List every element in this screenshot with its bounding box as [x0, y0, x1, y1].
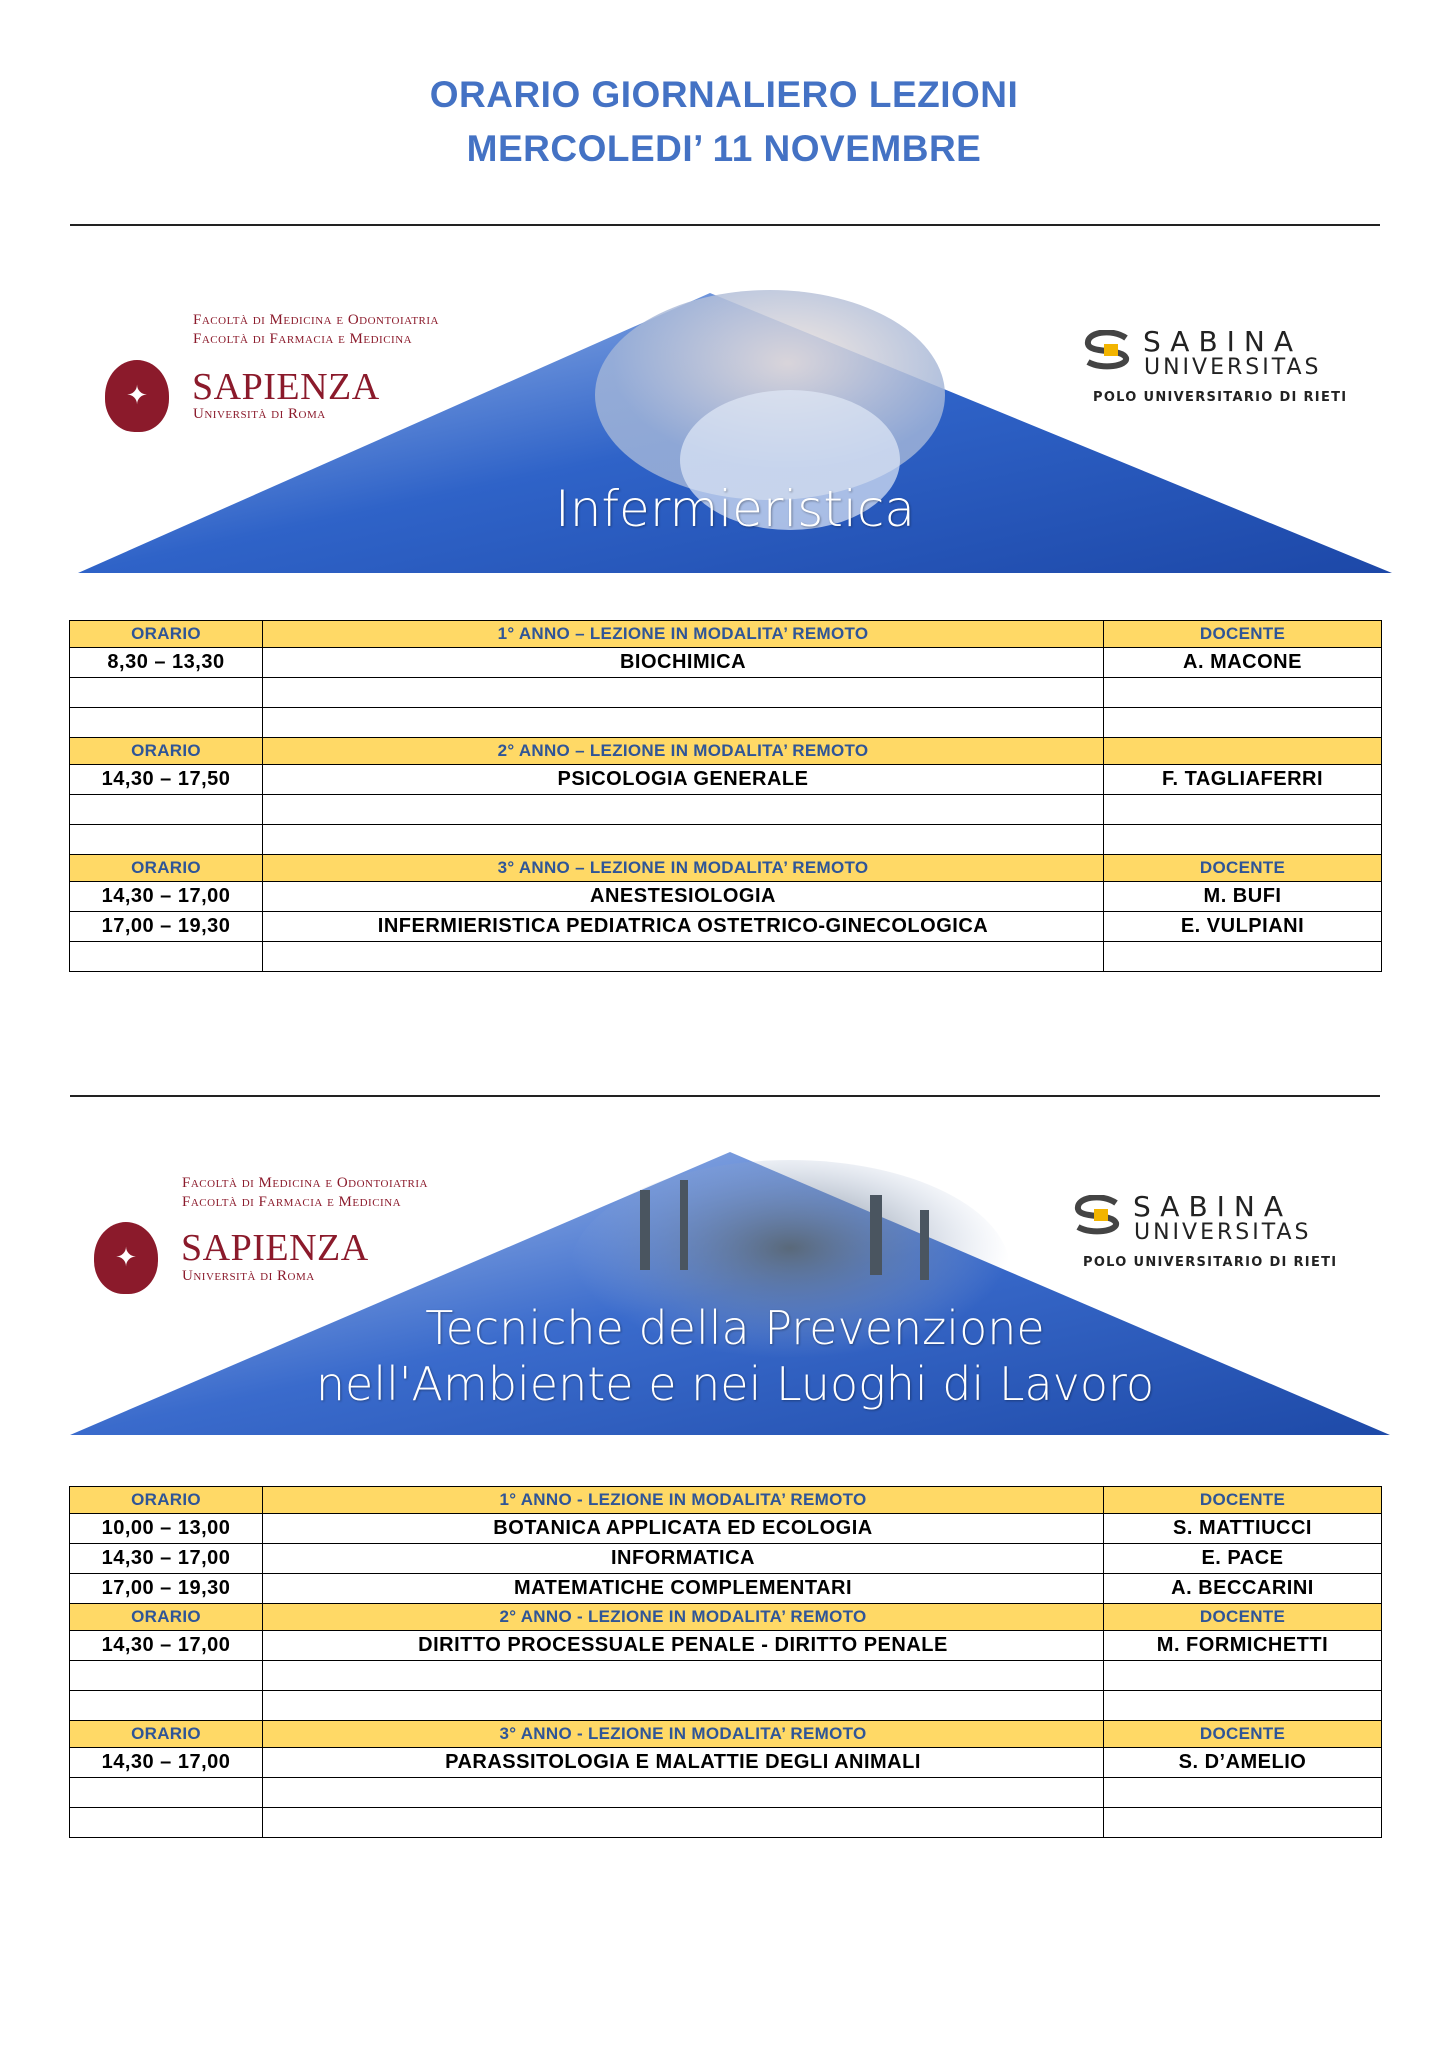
cell-lezione: [263, 678, 1104, 708]
cell-lezione: BOTANICA APPLICATA ED ECOLOGIA: [263, 1514, 1104, 1544]
cell-orario: 14,30 – 17,00: [70, 1544, 263, 1574]
cell-docente: [1104, 942, 1382, 972]
divider-top: [70, 224, 1380, 226]
cell-orario: [70, 1808, 263, 1838]
cell-lezione: [263, 942, 1104, 972]
table-row: [70, 1574, 1382, 1604]
header-cell-orario: ORARIO: [70, 1721, 263, 1748]
cell-orario: 14,30 – 17,00: [70, 1631, 263, 1661]
cell-docente: A. MACONE: [1104, 648, 1382, 678]
cell-lezione: [263, 825, 1104, 855]
header-cell-docente: DOCENTE: [1104, 621, 1382, 648]
cell-docente: E. PACE: [1104, 1544, 1382, 1574]
header-cell-orario: ORARIO: [70, 1487, 263, 1514]
cell-lezione: [263, 1691, 1104, 1721]
cell-lezione: [263, 1778, 1104, 1808]
divider-middle: [70, 1095, 1380, 1097]
cell-docente: A. BECCARINI: [1104, 1574, 1382, 1604]
faculty-line2: Facoltà di Farmacia e Medicina: [193, 331, 413, 347]
cell-orario: 8,30 – 13,30: [70, 648, 263, 678]
cell-orario: [70, 1778, 263, 1808]
cell-lezione: BIOCHIMICA: [263, 648, 1104, 678]
cell-docente: [1104, 795, 1382, 825]
schedule-table-infermieristica: [69, 620, 1382, 972]
faculty-line1: Facoltà di Medicina e Odontoiatria: [193, 312, 439, 328]
course-title-1: [70, 480, 1400, 538]
table-header-row: [70, 1604, 1382, 1631]
cell-docente: [1104, 708, 1382, 738]
banner-infermieristica: [70, 285, 1400, 575]
cell-docente: F. TAGLIAFERRI: [1104, 765, 1382, 795]
table-row: [70, 1661, 1382, 1691]
cell-orario: 14,30 – 17,50: [70, 765, 263, 795]
schedule-table-tecniche-prevenzione: [69, 1486, 1382, 1838]
table-row: [70, 1544, 1382, 1574]
cell-lezione: DIRITTO PROCESSUALE PENALE - DIRITTO PENALE: [263, 1631, 1104, 1661]
sapienza-logo-sub: Università di Roma: [193, 406, 326, 422]
cell-docente: [1104, 1691, 1382, 1721]
cell-docente: E. VULPIANI: [1104, 912, 1382, 942]
sabina-logo-name: SABINA: [1133, 1190, 1293, 1223]
table-header-row: [70, 1721, 1382, 1748]
sabina-logo-universitas: UNIVERSITAS: [1144, 355, 1322, 380]
table-row: [70, 1631, 1382, 1661]
table-header-row: [70, 855, 1382, 882]
table-row: [70, 1778, 1382, 1808]
cell-lezione: ANESTESIOLOGIA: [263, 882, 1104, 912]
sapienza-logo-name: SAPIENZA: [181, 1227, 369, 1269]
header-cell-docente: DOCENTE: [1104, 1487, 1382, 1514]
cell-docente: [1104, 1661, 1382, 1691]
cell-docente: S. D’AMELIO: [1104, 1748, 1382, 1778]
cell-lezione: [263, 708, 1104, 738]
table-row: [70, 678, 1382, 708]
sapienza-logo-name: SAPIENZA: [192, 366, 380, 408]
faculty-line1: Facoltà di Medicina e Odontoiatria: [182, 1175, 428, 1191]
sabina-logo-polo: POLO UNIVERSITARIO DI RIETI: [1093, 390, 1348, 405]
table-header-row: [70, 738, 1382, 765]
sabina-logo-icon: [1082, 330, 1134, 370]
page-title-line2: MERCOLEDI’ 11 NOVEMBRE: [466, 128, 982, 169]
cell-lezione: PSICOLOGIA GENERALE: [263, 765, 1104, 795]
table-row: [70, 765, 1382, 795]
header-cell-orario: ORARIO: [70, 1604, 263, 1631]
cell-docente: M. FORMICHETTI: [1104, 1631, 1382, 1661]
cell-orario: 17,00 – 19,30: [70, 912, 263, 942]
table-row: [70, 882, 1382, 912]
header-cell-anno: 3° ANNO – LEZIONE IN MODALITA’ REMOTO: [263, 855, 1104, 882]
table-row: [70, 795, 1382, 825]
cell-lezione: PARASSITOLOGIA E MALATTIE DEGLI ANIMALI: [263, 1748, 1104, 1778]
header-cell-anno: 2° ANNO - LEZIONE IN MODALITA’ REMOTO: [263, 1604, 1104, 1631]
cell-orario: 14,30 – 17,00: [70, 1748, 263, 1778]
cell-orario: 14,30 – 17,00: [70, 882, 263, 912]
cell-docente: [1104, 678, 1382, 708]
cell-lezione: MATEMATICHE COMPLEMENTARI: [263, 1574, 1104, 1604]
faculty-text: [182, 1174, 428, 1212]
page-title-line1: ORARIO GIORNALIERO LEZIONI: [429, 74, 1019, 115]
cell-lezione: [263, 1661, 1104, 1691]
table-row: [70, 1691, 1382, 1721]
sapienza-logo-sub: Università di Roma: [182, 1268, 315, 1284]
table-row: [70, 708, 1382, 738]
cell-orario: [70, 795, 263, 825]
header-cell-orario: ORARIO: [70, 621, 263, 648]
sabina-logo-polo: POLO UNIVERSITARIO DI RIETI: [1083, 1255, 1338, 1270]
table-header-row: [70, 621, 1382, 648]
cell-lezione: [263, 1808, 1104, 1838]
table-row: [70, 912, 1382, 942]
table-header-row: [70, 1487, 1382, 1514]
course-title-line: nell'Ambiente e nei Luoghi di Lavoro: [315, 1357, 1155, 1411]
header-cell-orario: ORARIO: [70, 855, 263, 882]
course-title-line: Tecniche della Prevenzione: [425, 1301, 1045, 1355]
cell-docente: [1104, 1808, 1382, 1838]
header-cell-anno: 3° ANNO - LEZIONE IN MODALITA’ REMOTO: [263, 1721, 1104, 1748]
header-cell-docente: DOCENTE: [1104, 1604, 1382, 1631]
cell-lezione: [263, 795, 1104, 825]
header-cell-anno: 2° ANNO – LEZIONE IN MODALITA’ REMOTO: [263, 738, 1104, 765]
header-cell-docente: DOCENTE: [1104, 1721, 1382, 1748]
course-title-2: [70, 1300, 1400, 1412]
table-row: [70, 1808, 1382, 1838]
table-row: [70, 942, 1382, 972]
course-title-line: Infermieristica: [555, 480, 915, 538]
header-cell-docente: [1104, 738, 1382, 765]
cell-orario: [70, 678, 263, 708]
banner-tecniche-prevenzione: [70, 1150, 1400, 1440]
cell-orario: [70, 942, 263, 972]
sabina-logo-name: SABINA: [1143, 325, 1303, 358]
cell-docente: M. BUFI: [1104, 882, 1382, 912]
table-row: [70, 825, 1382, 855]
cell-orario: [70, 1691, 263, 1721]
header-cell-anno: 1° ANNO – LEZIONE IN MODALITA’ REMOTO: [263, 621, 1104, 648]
header-cell-anno: 1° ANNO - LEZIONE IN MODALITA’ REMOTO: [263, 1487, 1104, 1514]
sapienza-seal-icon: ✦: [94, 1222, 158, 1294]
sabina-logo-icon: [1072, 1195, 1124, 1235]
cell-lezione: INFERMIERISTICA PEDIATRICA OSTETRICO-GINECOLOGICA: [263, 912, 1104, 942]
header-cell-orario: ORARIO: [70, 738, 263, 765]
cell-orario: 10,00 – 13,00: [70, 1514, 263, 1544]
sapienza-seal-icon: ✦: [105, 360, 169, 432]
cell-orario: [70, 1661, 263, 1691]
cell-orario: [70, 825, 263, 855]
cell-docente: S. MATTIUCCI: [1104, 1514, 1382, 1544]
cell-orario: 17,00 – 19,30: [70, 1574, 263, 1604]
cell-orario: [70, 708, 263, 738]
table-row: [70, 648, 1382, 678]
table-row: [70, 1748, 1382, 1778]
faculty-text: [193, 311, 439, 349]
cell-docente: [1104, 825, 1382, 855]
header-cell-docente: DOCENTE: [1104, 855, 1382, 882]
cell-docente: [1104, 1778, 1382, 1808]
cell-lezione: INFORMATICA: [263, 1544, 1104, 1574]
table-row: [70, 1514, 1382, 1544]
sabina-logo-universitas: UNIVERSITAS: [1134, 1220, 1312, 1245]
faculty-line2: Facoltà di Farmacia e Medicina: [182, 1194, 402, 1210]
